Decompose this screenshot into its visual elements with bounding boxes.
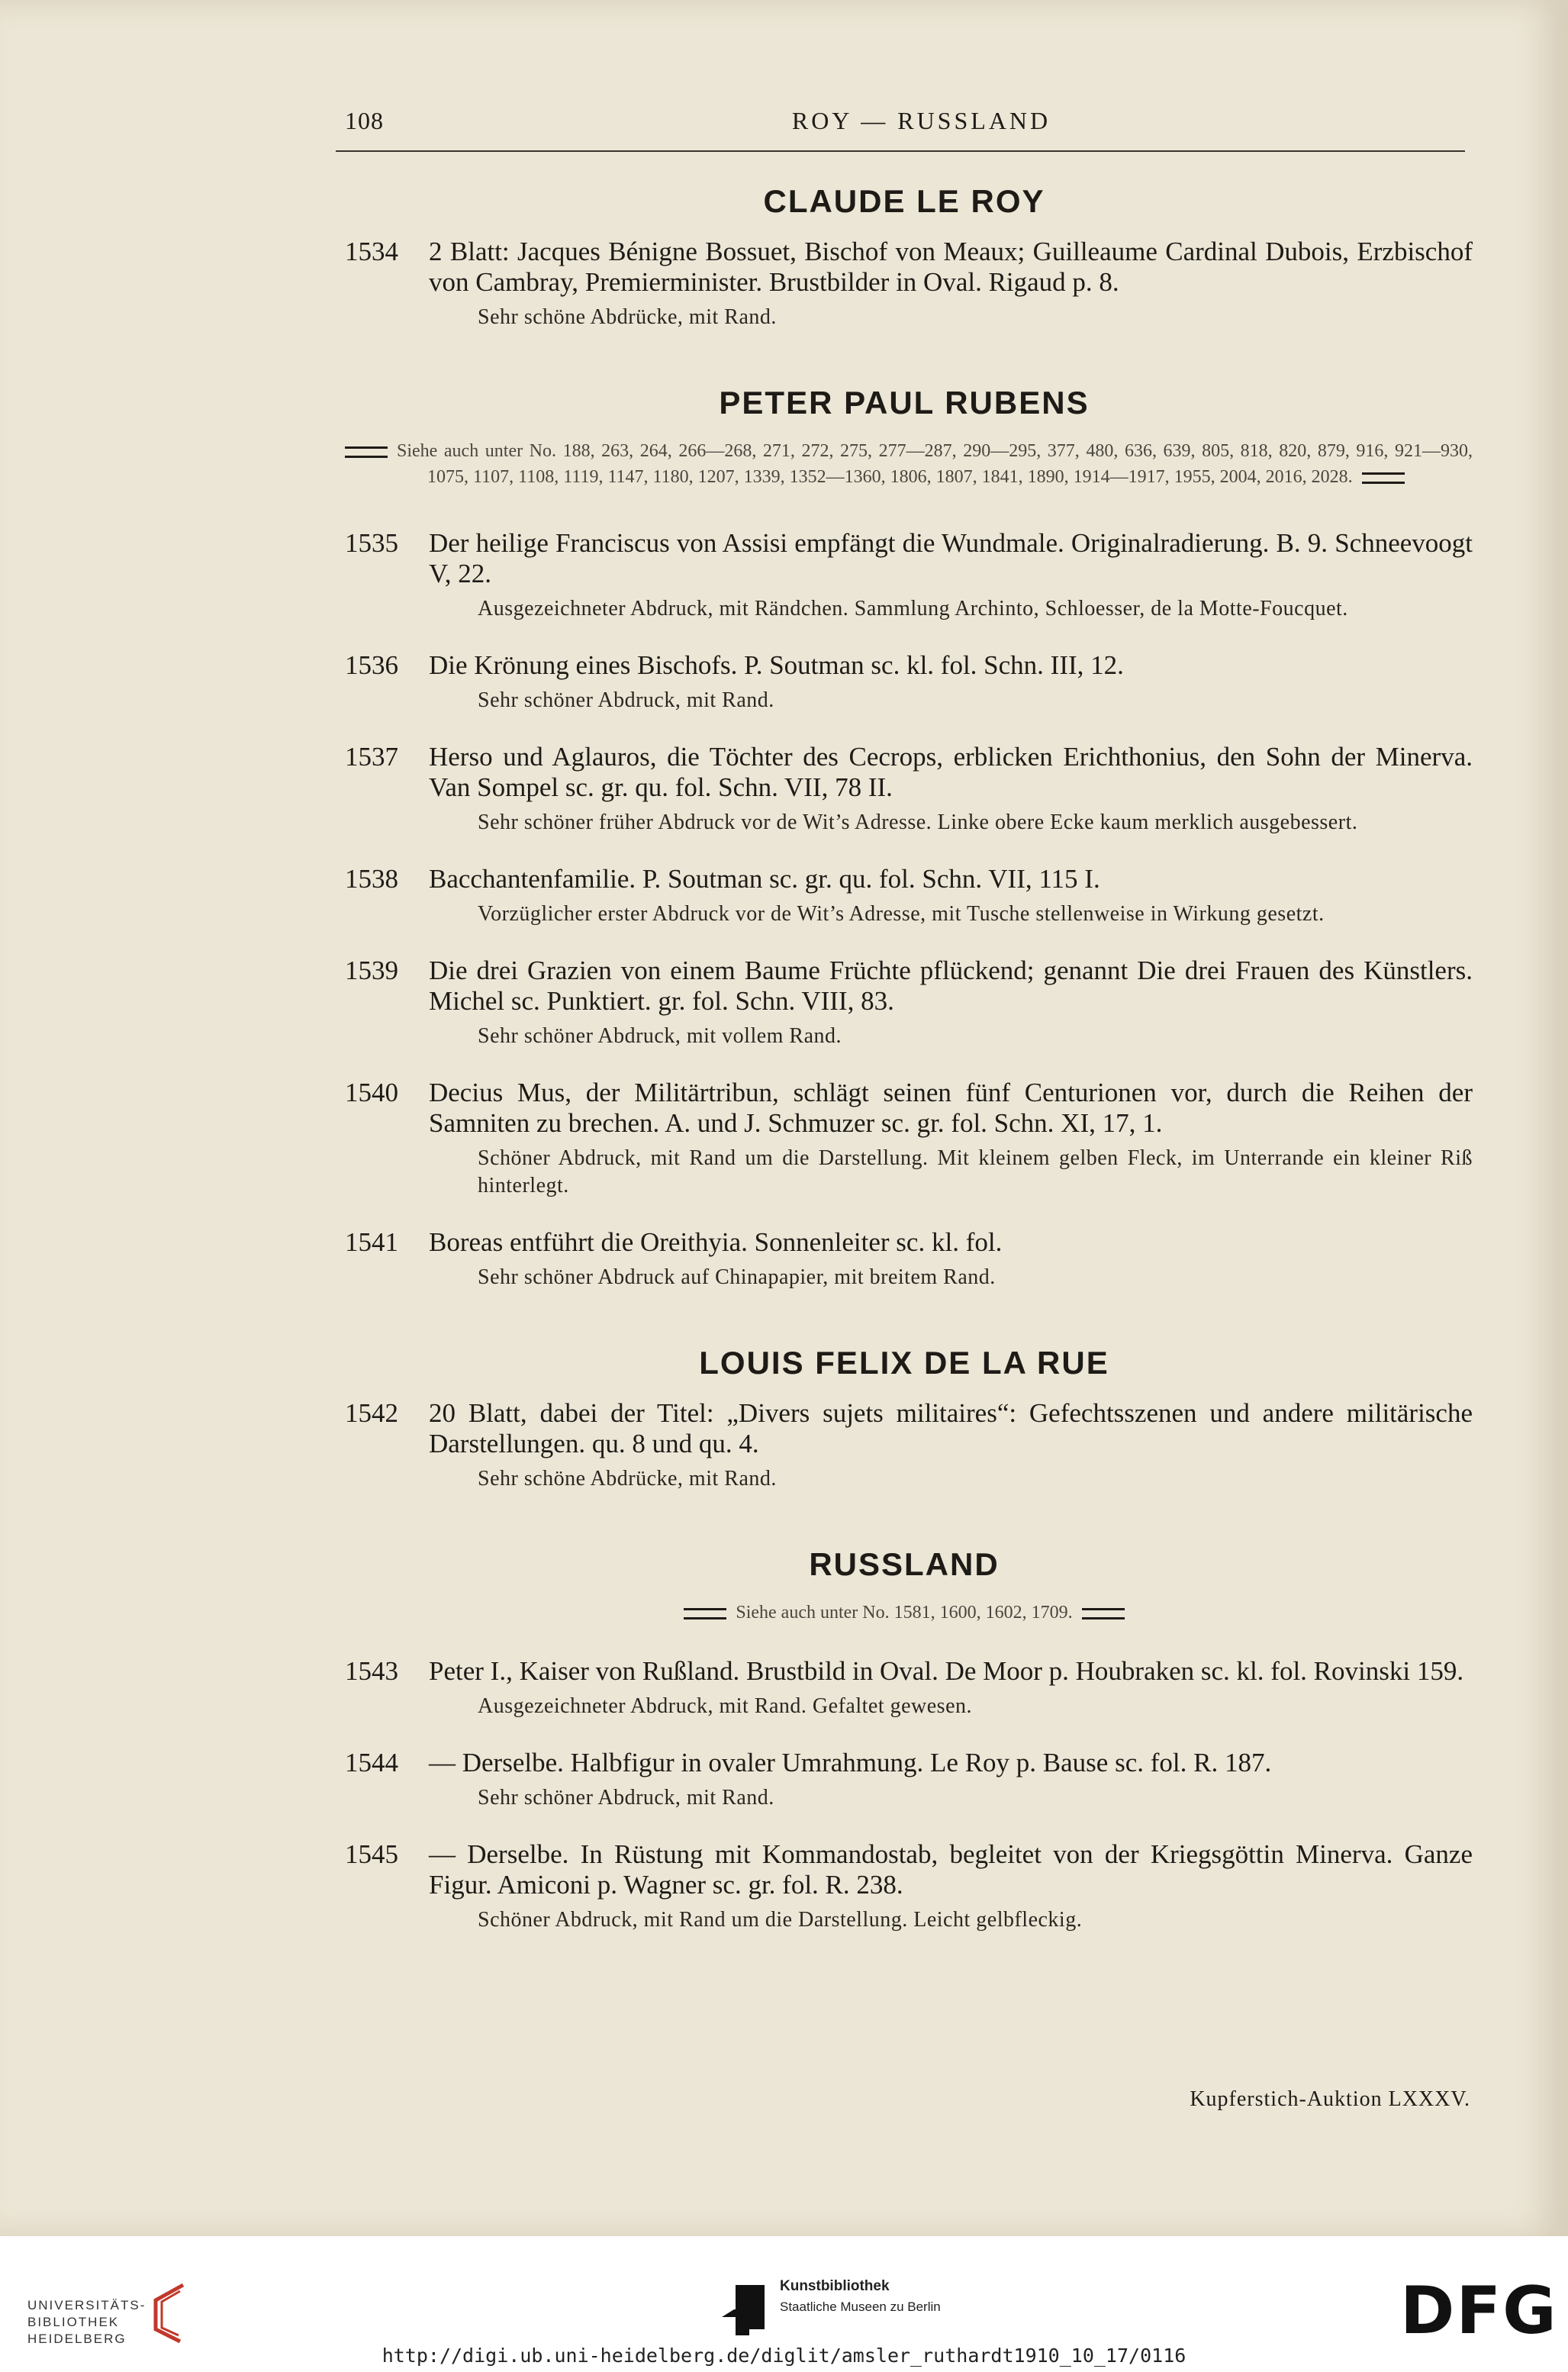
entry-condition-note: Schöner Abdruck, mit Rand um die Darstellung. Mit kleinem gelben Fleck, im Unterrande ein kleiner Riß hinterlegt. bbox=[478, 1146, 1473, 1197]
section-claude-le-roy bbox=[336, 183, 1473, 331]
university-library-logo-icon bbox=[145, 2282, 191, 2343]
entry-number: 1539 bbox=[345, 956, 398, 985]
entry-number: 1535 bbox=[345, 528, 398, 558]
entry-description: Peter I., Kaiser von Rußland. Brustbild in Oval. De Moor p. Houbraken sc. kl. fol. Rovinski 159. bbox=[429, 1656, 1464, 1686]
section-title: RUSSLAND bbox=[809, 1546, 1000, 1582]
cross-reference bbox=[336, 1600, 1473, 1626]
catalogue-entry bbox=[336, 237, 1473, 331]
section-russland bbox=[336, 1546, 1473, 1934]
entry-description: Boreas entführt die Oreithyia. Sonnenleiter sc. kl. fol. bbox=[429, 1227, 1003, 1257]
entry-condition-note: Schöner Abdruck, mit Rand um die Darstellung. Leicht gelbfleckig. bbox=[478, 1908, 1083, 1932]
catalogue-entry bbox=[336, 528, 1473, 623]
double-dash-mark bbox=[1082, 1608, 1125, 1619]
library-name-line: BIBLIOTHEK bbox=[27, 2315, 120, 2329]
entry-number: 1538 bbox=[345, 864, 398, 894]
running-head bbox=[336, 107, 1507, 145]
entry-condition-note: Sehr schöner Abdruck, mit Rand. bbox=[478, 1786, 774, 1810]
catalogue-entry bbox=[336, 1748, 1473, 1812]
entry-description: 20 Blatt, dabei der Titel: „Divers sujets militaires“: Gefechtsszenen und andere militärische Darstellungen. qu. 8 und qu. 4. bbox=[429, 1398, 1473, 1458]
entry-condition-note: Ausgezeichneter Abdruck, mit Rand. Gefaltet gewesen. bbox=[478, 1694, 973, 1718]
section-title: LOUIS FELIX DE LA RUE bbox=[699, 1345, 1109, 1381]
section-title: CLAUDE LE ROY bbox=[763, 183, 1045, 219]
entry-number: 1534 bbox=[345, 237, 398, 266]
section-louis-felix-de-la-rue bbox=[336, 1345, 1473, 1493]
entry-condition-note: Sehr schöne Abdrücke, mit Rand. bbox=[478, 1467, 777, 1491]
catalogue-entry bbox=[336, 864, 1473, 928]
page-number: 108 bbox=[345, 107, 384, 134]
entry-description: — Derselbe. Halbfigur in ovaler Umrahmung. Le Roy p. Bause sc. fol. R. 187. bbox=[429, 1748, 1272, 1777]
double-dash-mark bbox=[684, 1608, 726, 1619]
entry-description: Herso und Aglauros, die Töchter des Cecrops, erblicken Erichthonius, den Sohn der Minerva. Van Sompel sc. gr. qu. fol. Schn. VII, 78 II. bbox=[429, 742, 1473, 802]
entry-condition-note: Ausgezeichneter Abdruck, mit Rändchen. Sammlung Archinto, Schloesser, de la Motte-Foucquet. bbox=[478, 597, 1348, 620]
running-title: ROY — RUSSLAND bbox=[791, 107, 1051, 134]
catalogue-entry bbox=[336, 650, 1473, 714]
entry-description: 2 Blatt: Jacques Bénigne Bossuet, Bischof von Meaux; Guilleaume Cardinal Dubois, Erzbischof von Cambray, Premierminister. Brustbilder in Oval. Rigaud p. 8. bbox=[429, 237, 1473, 297]
kunstbibliothek-subtitle: Staatliche Museen zu Berlin bbox=[780, 2299, 941, 2314]
section-title: PETER PAUL RUBENS bbox=[719, 385, 1090, 421]
library-name-line: HEIDELBERG bbox=[27, 2332, 127, 2346]
section-peter-paul-rubens bbox=[336, 385, 1473, 1291]
library-name-line: UNIVERSITÄTS- bbox=[27, 2298, 146, 2312]
catalogue-entry bbox=[336, 1656, 1473, 1720]
entry-description: Decius Mus, der Militärtribun, schlägt seinen fünf Centurionen vor, durch die Reihen der Samniten zu brechen. A. und J. Schmuzer sc. gr. fol. Schn. XI, 17, 1. bbox=[429, 1078, 1473, 1138]
double-dash-mark bbox=[1362, 472, 1405, 484]
cross-reference-text: Siehe auch unter No. 1581, 1600, 1602, 1709. bbox=[736, 1603, 1073, 1623]
catalogue-entry bbox=[336, 1839, 1473, 1934]
entry-description: Die drei Grazien von einem Baume Früchte pflückend; genannt Die drei Frauen des Künstlers. Michel sc. Punktiert. gr. fol. Schn. VIII, 83. bbox=[429, 956, 1473, 1016]
header-rule bbox=[336, 150, 1465, 152]
entry-description: Die Krönung eines Bischofs. P. Soutman sc. kl. fol. Schn. III, 12. bbox=[429, 650, 1124, 680]
entry-condition-note: Sehr schöner Abdruck, mit vollem Rand. bbox=[478, 1024, 842, 1048]
cross-reference-text: Siehe auch unter No. 188, 263, 264, 266—268, 271, 272, 275, 277—287, 290—295, 377, 480, 636, 639, 805, 818, 820, 879, 916, 921—930, 1075, 1107, 1108, 1119, 1147, 1180, 1207, 1339, 1352—1360, 1806, 1807, 1841, 1890, 1914—1917, 1955, 2004, 2016, 2028. bbox=[397, 441, 1473, 487]
catalogue-entry bbox=[336, 1078, 1473, 1200]
entry-description: Der heilige Franciscus von Assisi empfängt die Wundmale. Originalradierung. B. 9. Schneevoogt V, 22. bbox=[429, 528, 1473, 588]
library-name bbox=[27, 2297, 146, 2348]
catalogue-entry bbox=[336, 1227, 1473, 1291]
double-dash-mark bbox=[345, 446, 388, 458]
entry-description: — Derselbe. In Rüstung mit Kommandostab, begleitet von der Kriegsgöttin Minerva. Ganze Figur. Amiconi p. Wagner sc. gr. fol. R. 238. bbox=[429, 1839, 1473, 1900]
entry-number: 1544 bbox=[345, 1748, 398, 1777]
cross-reference bbox=[336, 438, 1473, 490]
kunstbibliothek-label bbox=[780, 2278, 941, 2315]
entry-condition-note: Sehr schöner früher Abdruck vor de Wit’s Adresse. Linke obere Ecke kaum merklich ausgebessert. bbox=[478, 811, 1358, 834]
entry-number: 1537 bbox=[345, 742, 398, 772]
entry-number: 1541 bbox=[345, 1227, 398, 1257]
entry-condition-note: Sehr schöner Abdruck, mit Rand. bbox=[478, 688, 774, 712]
entry-description: Bacchantenfamilie. P. Soutman sc. gr. qu. fol. Schn. VII, 115 I. bbox=[429, 864, 1100, 894]
entry-number: 1543 bbox=[345, 1656, 398, 1686]
permalink-url[interactable]: http://digi.ub.uni-heidelberg.de/diglit/amsler_ruthardt1910_10_17/0116 bbox=[382, 2345, 1186, 2367]
entry-number: 1536 bbox=[345, 650, 398, 680]
dfg-logo: DFG bbox=[1400, 2273, 1558, 2349]
entry-condition-note: Sehr schöner Abdruck auf Chinapapier, mit breitem Rand. bbox=[478, 1265, 996, 1289]
catalogue-entry bbox=[336, 956, 1473, 1050]
entry-condition-note: Vorzüglicher erster Abdruck vor de Wit’s Adresse, mit Tusche stellenweise in Wirkung gesetzt. bbox=[478, 902, 1325, 926]
entry-number: 1540 bbox=[345, 1078, 398, 1107]
page-content bbox=[336, 183, 1473, 1987]
catalogue-entry bbox=[336, 1398, 1473, 1493]
kunstbibliothek-logo-icon bbox=[717, 2282, 771, 2335]
entry-condition-note: Sehr schöne Abdrücke, mit Rand. bbox=[478, 305, 777, 329]
catalogue-signature: Kupferstich-Auktion LXXXV. bbox=[1190, 2087, 1470, 2111]
entry-number: 1542 bbox=[345, 1398, 398, 1428]
kunstbibliothek-title: Kunstbibliothek bbox=[780, 2278, 890, 2294]
entry-number: 1545 bbox=[345, 1839, 398, 1869]
catalogue-entry bbox=[336, 742, 1473, 836]
